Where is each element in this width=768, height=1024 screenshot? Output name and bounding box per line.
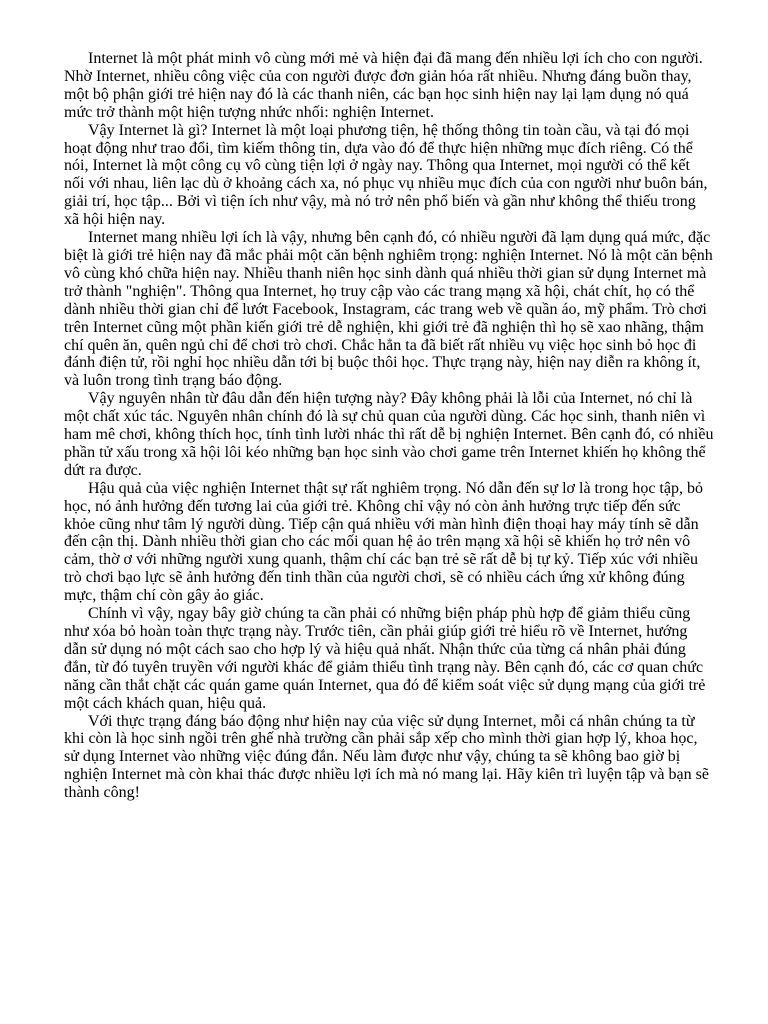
paragraph-problem: Internet mang nhiều lợi ích là vậy, nhưng bên cạnh đó, có nhiều người đã lạm dụng quá mức, đặc biệt là giới trẻ hiện nay đã mắc phải một căn bệnh nghiêm trọng: nghiện Internet. Nó là một căn bệnh vô cùng khó chữa hiện nay. Nhiều thanh niên học sinh dành quá nhiều thời gian sử dụng Internet mà trở thành "nghiện". Thông qua Internet, họ truy cập vào các trang mạng xã hội, chát chít, họ có thể dành nhiều thời gian chỉ để lướt Facebook, Instagram, các trang web về quần áo, mỹ phẩm. Trò chơi trên Internet cũng một phần kiến giới trẻ dễ nghiện, khi giới trẻ đã nghiện thì họ sẽ xao nhãng, thậm chí quên ăn, quên ngủ chỉ để chơi trò chơi. Chắc hẳn ta đã biết rất nhiều vụ việc học sinh bỏ học đi đánh điện tử, rồi nghỉ học nhiều dẫn tới bị buộc thôi học. Thực trạng này, hiện nay diễn ra không ít, và luôn trong tình trạng báo động. <box>64 229 713 390</box>
document-body <box>64 50 714 802</box>
paragraph-solutions: Chính vì vậy, ngay bây giờ chúng ta cần phải có những biện pháp phù hợp để giảm thiểu cũng như xóa bỏ hoàn toàn thực trạng này. Trước tiên, cần phải giúp giới trẻ hiểu rõ về Internet, hướng dẫn sử dụng nó một cách sao cho hợp lý và hiệu quả nhất. Nhận thức của từng cá nhân phải đúng đắn, từ đó tuyên truyền với người khác để giảm thiểu tình trạng này. Bên cạnh đó, các cơ quan chức năng cần thắt chặt các quán game quán Internet, qua đó để kiểm soát việc sử dụng mạng của giới trẻ một cách khách quan, hiệu quả. <box>64 605 706 712</box>
paragraph-definition: Vậy Internet là gì? Internet là một loại phương tiện, hệ thống thông tin toàn cầu, và tại đó mọi hoạt động như trao đổi, tìm kiếm thông tin, dựa vào đó để thực hiện những mục đích riêng. Có thể nói, Internet là một công cụ vô cùng tiện lợi ở ngày nay. Thông qua Internet, mọi người có thể kết nối với nhau, liên lạc dù ở khoảng cách xa, nó phục vụ nhiều mục đích của con người như buôn bán, giải trí, học tập... Bởi vì tiện ích như vậy, mà nó trở nên phổ biến và gần như không thể thiếu trong xã hội hiện nay. <box>64 121 708 229</box>
paragraph-consequences: Hậu quả của việc nghiện Internet thật sự rất nghiêm trọng. Nó dẫn đến sự lơ là trong học tập, bỏ học, nó ảnh hưởng đến tương lai của giới trẻ. Không chỉ vậy nó còn ảnh hưởng trực tiếp đến sức khỏe cũng như tâm lý người dùng. Tiếp cận quá nhiều với màn hình điện thoại hay máy tính sẽ dẫn đến cận thị. Dành nhiều thời gian cho các mối quan hệ ảo trên mạng xã hội sẽ khiến họ trở nên vô cảm, thờ ơ với những người xung quanh, thậm chí các bạn trẻ sẽ rất dễ bị tự kỷ. Tiếp xúc với nhiều trò chơi bạo lực sẽ ảnh hưởng đến tinh thần của người chơi, sẽ có nhiều cách ứng xử không đúng mực, thậm chí còn gây ảo giác. <box>64 479 703 605</box>
paragraph-causes: Vậy nguyên nhân từ đâu dẫn đến hiện tượng này? Đây không phải là lỗi của Internet, nó chỉ là một chất xúc tác. Nguyên nhân chính đó là sự chủ quan của người dùng. Các học sinh, thanh niên vì ham mê chơi, không thích học, tính tình lười nhác thì rất dễ bị nghiện Internet. Bên cạnh đó, có nhiều phần tử xấu trong xã hội lôi kéo những bạn học sinh vào chơi game trên Internet khiến họ không thể dứt ra được. <box>64 390 714 479</box>
paragraph-conclusion: Với thực trạng đáng báo động như hiện nay của việc sử dụng Internet, mỗi cá nhân chúng ta từ khi còn là học sinh ngồi trên ghế nhà trường cần phải sắp xếp cho mình thời gian hợp lý, khoa học, sử dụng Internet vào những việc đúng đắn. Nếu làm được như vậy, chúng ta sẽ không bao giờ bị nghiện Internet mà còn khai thác được nhiều lợi ích mà nó mang lại. Hãy kiên trì luyện tập và bạn sẽ thành công! <box>64 712 709 802</box>
paragraph-intro: Internet là một phát minh vô cùng mới mẻ và hiện đại đã mang đến nhiều lợi ích cho con người. Nhờ Internet, nhiều công việc của con người được đơn giản hóa rất nhiều. Nhưng đáng buồn thay, một bộ phận giới trẻ hiện nay đó là các thanh niên, các bạn học sinh hiện nay lại lạm dụng nó quá mức trở thành một hiện tượng nhức nhối: nghiện Internet. <box>64 50 703 121</box>
